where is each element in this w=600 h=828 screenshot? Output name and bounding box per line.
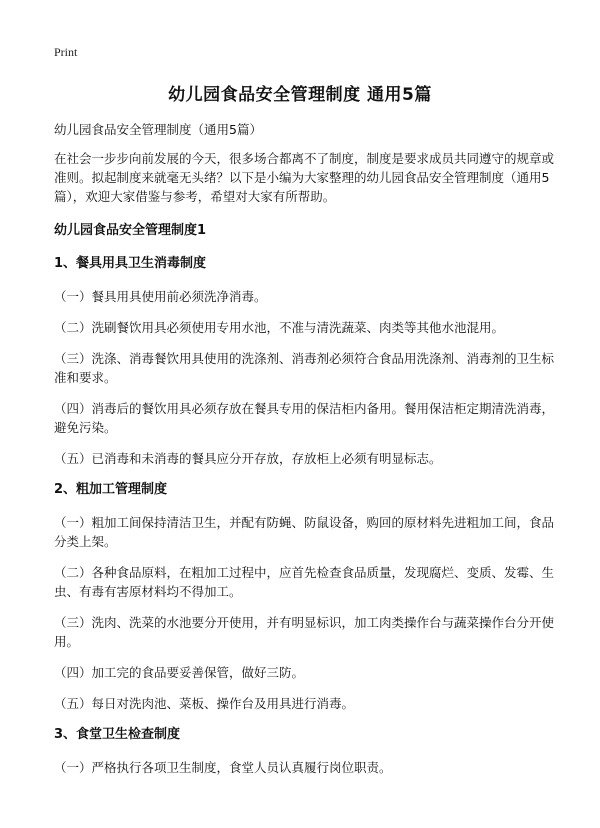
section-1-item-5: （五）已消毒和未消毒的餐具应分开存放，存放柜上必须有明显标志。 [54, 451, 442, 466]
section-2-item-4: （四）加工完的食品要妥善保管，做好三防。 [54, 665, 305, 680]
page-title: 幼儿园食品安全管理制度 通用5篇 [168, 85, 432, 105]
section-1-item-2: （二）洗刷餐饮用具必须使用专用水池，不准与清洗蔬菜、肉类等其他水池混用。 [54, 320, 505, 335]
section-heading-2: 2、粗加工管理制度 [54, 482, 168, 497]
section-2-item-1: （一）粗加工间保持清洁卫生，并配有防蝇、防鼠设备，购回的原材料先进粗加工间，食品分类上架。 [54, 515, 555, 549]
section-heading-3: 3、食堂卫生检查制度 [54, 727, 181, 742]
section-3-item-1: （一）严格执行各项卫生制度，食堂人员认真履行岗位职责。 [54, 760, 392, 775]
section-2-item-3: （三）洗肉、洗菜的水池要分开使用，并有明显标识，加工肉类操作台与蔬菜操作台分开使用。 [54, 615, 555, 649]
intro-paragraph: 在社会一步步向前发展的今天，很多场合都离不了制度，制度是要求成员共同遵守的规章或准则。拟起制度来就毫无头绪？以下是小编为大家整理的幼儿园食品安全管理制度（通用5篇），欢迎大家借鉴与参考，希望对大家有所帮助。 [54, 151, 555, 204]
part-heading: 幼儿园食品安全管理制度1 [54, 223, 207, 238]
section-heading-1: 1、餐具用具卫生消毒制度 [54, 256, 207, 271]
section-2-item-2: （二）各种食品原料，在粗加工过程中，应首先检查食品质量，发现腐烂、变质、发霉、生虫、有毒有害原材料均不得加工。 [54, 565, 555, 599]
print-label: Print [54, 45, 78, 59]
document-subtitle: 幼儿园食品安全管理制度（通用5篇） [54, 122, 262, 137]
section-2-item-5: （五）每日对洗肉池、菜板、操作台及用具进行消毒。 [54, 696, 355, 711]
section-1-item-1: （一）餐具用具使用前必须洗净消毒。 [54, 289, 267, 304]
document-body [54, 120, 554, 789]
section-1-item-4: （四）消毒后的餐饮用具必须存放在餐具专用的保洁柜内备用。餐用保洁柜定期清洗消毒，避免污染。 [54, 401, 555, 435]
section-1-item-3: （三）洗涤、消毒餐饮用具使用的洗涤剂、消毒剂必须符合食品用洗涤剂、消毒剂的卫生标准和要求。 [54, 351, 555, 385]
